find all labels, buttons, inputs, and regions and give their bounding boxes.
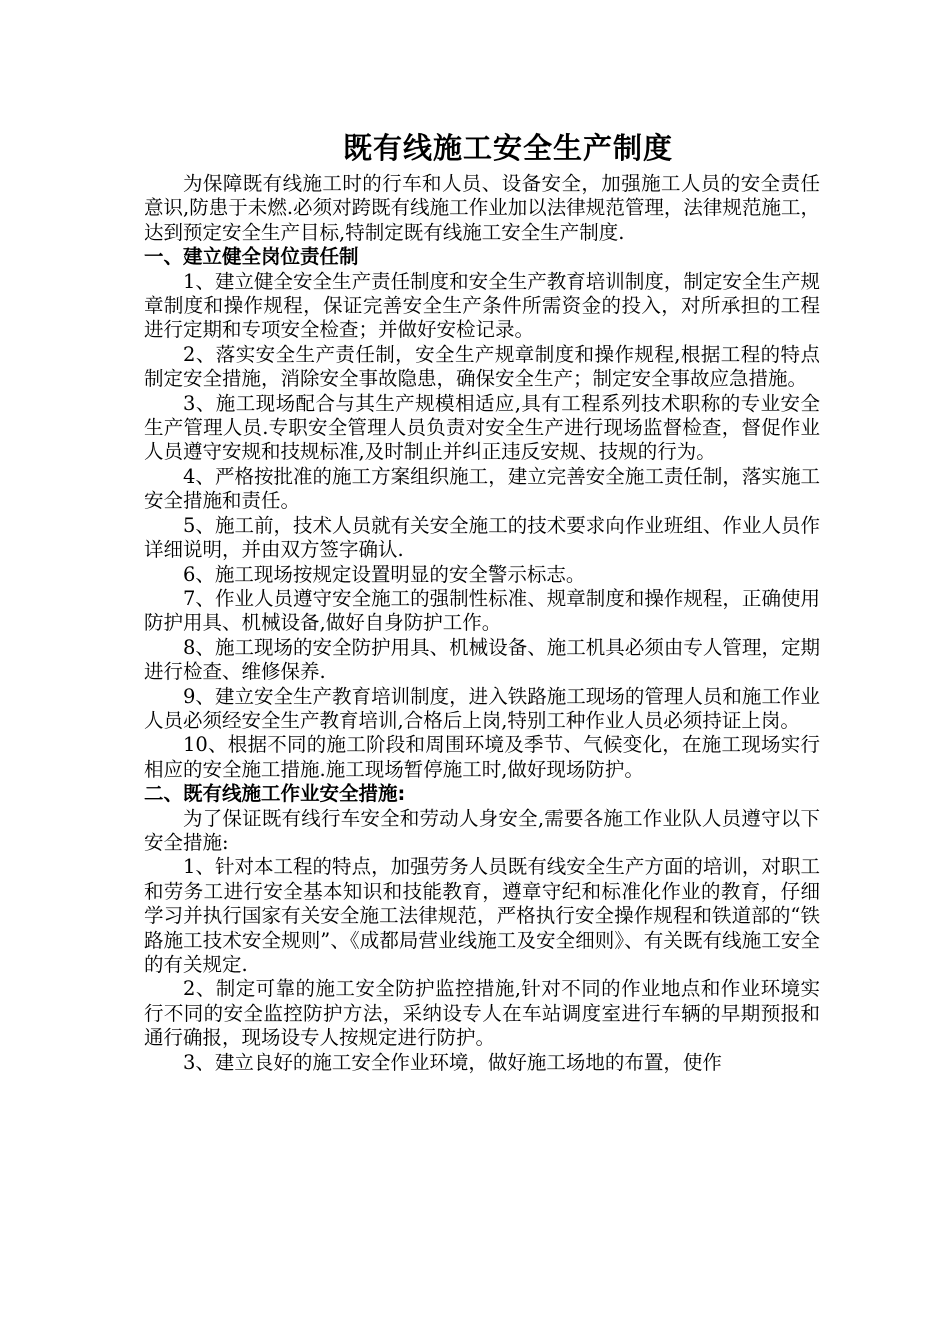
- section-1-item-5: 5、施工前，技术人员就有关安全施工的技术要求向作业班组、作业人员作详细说明，并由双方签字确认.: [144, 513, 820, 562]
- intro-paragraph: 为保障既有线施工时的行车和人员、设备安全，加强施工人员的安全责任意识,防患于未燃.必须对跨既有线施工作业加以法律规范管理，法律规范施工，达到预定安全生产目标,特制定既有线施工安全生产制度.: [144, 172, 820, 244]
- section-1-item-1: 1、建立健全安全生产责任制度和安全生产教育培训制度，制定安全生产规章制度和操作规程，保证完善安全生产条件所需资金的投入，对所承担的工程进行定期和专项安全检查；并做好安检记录。: [144, 269, 820, 342]
- section-1-item-9: 9、建立安全生产教育培训制度，进入铁路施工现场的管理人员和施工作业人员必须经安全生产教育培训,合格后上岗,特别工种作业人员必须持证上岗。: [144, 684, 820, 732]
- section-2-item-2: 2、制定可靠的施工安全防护监控措施,针对不同的作业地点和作业环境实行不同的安全监控防护方法，采纳设专人在车站调度室进行车辆的早期预报和通行确报，现场设专人按规定进行防护。: [144, 977, 820, 1050]
- section-1-item-2: 2、落实安全生产责任制，安全生产规章制度和操作规程,根据工程的特点制定安全措施，消除安全事故隐患，确保安全生产；制定安全事故应急措施。: [144, 342, 820, 391]
- section-1-heading: 一、建立健全岗位责任制: [144, 245, 359, 269]
- document-page: [144, 128, 820, 1075]
- document-title: 既有线施工安全生产制度: [342, 131, 673, 165]
- section-1-item-3: 3、施工现场配合与其生产规模相适应,具有工程系列技术职称的专业安全生产管理人员.专职安全管理人员负责对安全生产进行现场监督检查，督促作业人员遵守安规和技规标准,及时制止并纠正违反安规、技规的行为。: [144, 391, 820, 464]
- section-1-item-10: 10、根据不同的施工阶段和周围环境及季节、气候变化，在施工现场实行相应的安全施工措施.施工现场暂停施工时,做好现场防护。: [144, 733, 820, 781]
- section-1-item-4: 4、严格按批准的施工方案组织施工，建立完善安全施工责任制，落实施工安全措施和责任。: [144, 464, 820, 513]
- section-2-heading: 二、既有线施工作业安全措施:: [144, 782, 406, 806]
- section-1-item-8: 8、施工现场的安全防护用具、机械设备、施工机具必须由专人管理，定期进行检查、维修保养.: [144, 635, 820, 684]
- section-1-item-6: 6、施工现场按规定设置明显的安全警示标志。: [183, 562, 586, 586]
- section-2-item-3: 3、建立良好的施工安全作业环境，做好施工场地的布置，使作: [183, 1050, 722, 1074]
- section-2-intro: 为了保证既有线行车安全和劳动人身安全,需要各施工作业队人员遵守以下安全措施:: [144, 806, 820, 854]
- section-2-item-1: 1、针对本工程的特点，加强劳务人员既有线安全生产方面的培训，对职工和劳务工进行安全基本知识和技能教育，遵章守纪和标准化作业的教育，仔细学习并执行国家有关安全施工法律规范，严格执行安全操作规程和铁道部的“铁路施工技术安全规则”、《成都局营业线施工及安全细则》、有关既有线施工安全的有关规定.: [144, 855, 820, 976]
- section-1-item-7: 7、作业人员遵守安全施工的强制性标准、规章制度和操作规程，正确使用防护用具、机械设备,做好自身防护工作。: [144, 586, 820, 635]
